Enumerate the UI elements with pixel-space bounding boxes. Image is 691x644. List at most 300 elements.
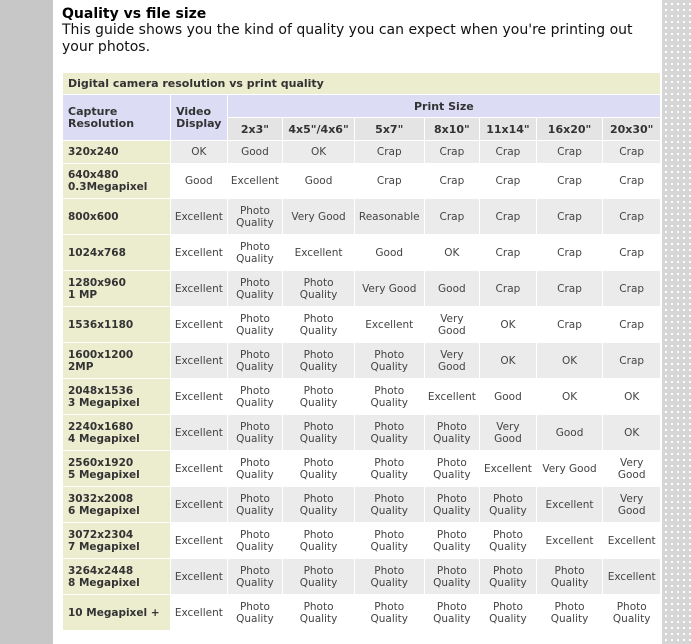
video-display-cell — [171, 559, 227, 594]
quality-value: Very — [496, 420, 520, 433]
quality-cell — [355, 307, 424, 342]
quality-value: Crap — [619, 175, 645, 187]
quality-value: Photo — [303, 420, 334, 433]
caption-row — [63, 73, 660, 94]
quality-cell — [228, 307, 283, 342]
quality-value: Quality — [236, 288, 274, 301]
quality-value: Quality — [299, 360, 338, 373]
quality-value: Quality — [236, 468, 274, 481]
quality-value: Good — [617, 504, 646, 517]
header-resolution-line: Resolution — [68, 116, 135, 130]
quality-value: Quality — [370, 360, 409, 373]
resolution-line: 5 Megapixel — [68, 468, 140, 481]
resolution-line: 0.3Megapixel — [68, 181, 148, 193]
quality-value: Crap — [619, 354, 645, 367]
video-display-value: Excellent — [174, 570, 223, 583]
quality-value: Photo — [374, 348, 405, 361]
quality-cell — [228, 559, 283, 594]
quality-cell — [537, 595, 603, 630]
table-row — [63, 343, 660, 378]
quality-value: Quality — [299, 540, 338, 553]
quality-value: Quality — [299, 612, 338, 625]
header-capture-resolution — [63, 95, 170, 140]
quality-cell — [537, 379, 603, 414]
quality-value: Photo — [492, 564, 523, 577]
quality-value: Quality — [236, 576, 274, 589]
quality-value: Crap — [619, 246, 645, 259]
header-size-2: 5x7" — [355, 118, 424, 140]
quality-value: Crap — [557, 146, 582, 158]
quality-value: Very Good — [362, 282, 417, 295]
video-display-cell — [171, 307, 227, 342]
quality-value: Photo — [303, 312, 334, 325]
quality-value: Quality — [236, 360, 274, 373]
quality-cell — [355, 343, 424, 378]
resolution-line: 8 Megapixel — [68, 576, 140, 589]
quality-value: Excellent — [607, 534, 656, 547]
table-row — [63, 199, 660, 234]
quality-cell — [283, 487, 354, 522]
quality-value: Photo — [374, 456, 405, 469]
quality-cell — [537, 307, 603, 342]
quality-value: Very — [620, 456, 644, 469]
resolution-cell — [63, 595, 170, 630]
quality-value: Crap — [495, 246, 521, 259]
quality-value: Quality — [370, 540, 409, 553]
quality-value: Quality — [236, 252, 274, 265]
resolution-line: 6 Megapixel — [68, 504, 140, 517]
quality-value: Very Good — [542, 462, 597, 475]
resolution-cell — [63, 164, 170, 198]
quality-value: OK — [310, 146, 327, 158]
quality-value: Quality — [370, 504, 409, 517]
quality-value: Crap — [439, 210, 465, 223]
quality-value: Photo — [303, 528, 334, 541]
resolution-cell — [63, 523, 170, 558]
quality-cell — [537, 199, 603, 234]
quality-value: Good — [555, 426, 584, 439]
quality-cell — [603, 415, 660, 450]
resolution-line: 10 Megapixel + — [68, 606, 160, 619]
quality-value: Photo — [239, 564, 270, 577]
quality-value: Photo — [239, 420, 270, 433]
table-body — [63, 73, 660, 630]
table-row — [63, 379, 660, 414]
quality-cell — [480, 523, 536, 558]
quality-cell — [355, 164, 424, 198]
quality-value: Quality — [299, 576, 338, 589]
quality-cell — [228, 164, 283, 198]
quality-table — [62, 72, 661, 631]
quality-value: Photo — [239, 456, 270, 469]
header-display-line: Display — [176, 116, 222, 130]
quality-value: Very — [620, 492, 644, 505]
quality-cell — [355, 595, 424, 630]
quality-value: Good — [438, 360, 466, 373]
quality-value: Crap — [557, 210, 582, 223]
quality-cell — [480, 559, 536, 594]
table-row — [63, 307, 660, 342]
quality-cell — [355, 141, 424, 163]
video-display-value: Excellent — [174, 318, 223, 331]
header-video-display — [171, 95, 227, 140]
quality-value: Excellent — [365, 318, 414, 331]
quality-value: Good — [304, 175, 333, 187]
quality-cell — [480, 415, 536, 450]
quality-cell — [480, 235, 536, 270]
quality-value: Quality — [550, 612, 589, 625]
quality-value: Good — [375, 246, 404, 259]
resolution-line: 3 Megapixel — [68, 396, 140, 409]
quality-value: Photo — [374, 528, 405, 541]
quality-value: Quality — [299, 468, 338, 481]
header-size-5: 16x20" — [537, 118, 603, 140]
table-row — [63, 235, 660, 270]
quality-cell — [537, 415, 603, 450]
quality-value: Quality — [370, 612, 409, 625]
quality-cell — [603, 343, 660, 378]
quality-cell — [425, 343, 480, 378]
quality-value: Photo — [436, 528, 467, 541]
video-display-cell — [171, 235, 227, 270]
header-size-0: 2x3" — [228, 118, 283, 140]
quality-value: Quality — [489, 576, 527, 589]
header-video-line: Video — [176, 104, 212, 118]
quality-value: Photo — [303, 456, 334, 469]
table-row — [63, 164, 660, 198]
quality-cell — [480, 307, 536, 342]
quality-value: OK — [500, 318, 516, 331]
resolution-line: 3072x2304 — [68, 528, 134, 541]
quality-cell — [480, 343, 536, 378]
quality-value: Quality — [550, 576, 589, 589]
quality-value: Photo — [374, 420, 405, 433]
resolution-line: 3032x2008 — [68, 492, 134, 505]
quality-cell — [283, 343, 354, 378]
quality-value: Crap — [495, 175, 521, 187]
quality-cell — [480, 595, 536, 630]
resolution-line: 320x240 — [68, 146, 119, 158]
video-display-value: Excellent — [174, 210, 223, 223]
quality-cell — [425, 235, 480, 270]
table-row — [63, 271, 660, 306]
quality-value: Excellent — [607, 570, 656, 583]
left-gutter — [0, 0, 53, 644]
resolution-cell — [63, 235, 170, 270]
video-display-value: Excellent — [174, 354, 223, 367]
quality-value: Quality — [299, 396, 338, 409]
quality-cell — [603, 235, 660, 270]
quality-value: Photo — [374, 564, 405, 577]
resolution-cell — [63, 451, 170, 486]
resolution-cell — [63, 559, 170, 594]
quality-value: Quality — [433, 432, 471, 445]
quality-cell — [228, 379, 283, 414]
quality-cell — [228, 141, 283, 163]
quality-cell — [425, 164, 480, 198]
resolution-line: 4 Megapixel — [68, 432, 140, 445]
quality-cell — [603, 451, 660, 486]
quality-value: Good — [494, 432, 522, 445]
quality-value: Quality — [299, 288, 338, 301]
quality-cell — [283, 595, 354, 630]
quality-cell — [480, 199, 536, 234]
quality-value: Photo — [554, 600, 585, 613]
quality-value: Photo — [436, 600, 467, 613]
quality-cell — [603, 199, 660, 234]
quality-cell — [603, 271, 660, 306]
quality-cell — [603, 523, 660, 558]
right-gutter — [662, 0, 691, 644]
quality-value: Excellent — [230, 175, 279, 187]
resolution-line: 2560x1920 — [68, 456, 134, 469]
quality-cell — [228, 451, 283, 486]
quality-cell — [425, 271, 480, 306]
table-row — [63, 559, 660, 594]
quality-cell — [603, 307, 660, 342]
quality-cell — [228, 343, 283, 378]
quality-cell — [228, 271, 283, 306]
resolution-cell — [63, 379, 170, 414]
quality-value: OK — [624, 390, 640, 403]
quality-value: Crap — [439, 175, 465, 187]
quality-value: Excellent — [483, 462, 532, 475]
quality-value: Excellent — [427, 390, 476, 403]
quality-value: Photo — [303, 600, 334, 613]
video-display-value: Excellent — [174, 246, 223, 259]
quality-cell — [537, 235, 603, 270]
quality-value: Good — [438, 282, 466, 295]
quality-value: Photo — [239, 600, 270, 613]
quality-cell — [355, 235, 424, 270]
quality-value: Photo — [436, 492, 467, 505]
quality-value: Excellent — [545, 498, 594, 511]
quality-value: Photo — [303, 384, 334, 397]
quality-cell — [355, 415, 424, 450]
quality-value: OK — [444, 246, 460, 259]
quality-value: Quality — [433, 504, 471, 517]
quality-value: Excellent — [294, 246, 343, 259]
video-display-value: Excellent — [174, 498, 223, 511]
header-size-6: 20x30" — [603, 118, 660, 140]
quality-value: Quality — [433, 576, 471, 589]
quality-cell — [537, 141, 603, 163]
quality-value: Photo — [239, 204, 270, 217]
resolution-line: 7 Megapixel — [68, 540, 140, 553]
quality-value: Quality — [236, 540, 274, 553]
table-row — [63, 523, 660, 558]
resolution-cell — [63, 141, 170, 163]
quality-value: Photo — [436, 564, 467, 577]
quality-value: Quality — [612, 612, 651, 625]
quality-value: Quality — [433, 612, 471, 625]
video-display-value: Excellent — [174, 282, 223, 295]
quality-cell — [603, 487, 660, 522]
quality-value: Quality — [236, 324, 274, 337]
resolution-cell — [63, 415, 170, 450]
quality-value: Photo — [492, 492, 523, 505]
header-size-1: 4x5"/4x6" — [283, 118, 354, 140]
resolution-cell — [63, 199, 170, 234]
quality-value: Reasonable — [358, 210, 420, 223]
quality-value: OK — [624, 426, 640, 439]
resolution-line: 1600x1200 — [68, 348, 134, 361]
quality-cell — [355, 271, 424, 306]
video-display-cell — [171, 451, 227, 486]
quality-value: Crap — [619, 210, 645, 223]
quality-value: Photo — [303, 564, 334, 577]
quality-value: Quality — [236, 216, 274, 229]
quality-cell — [537, 164, 603, 198]
video-display-value: Excellent — [174, 426, 223, 439]
resolution-line: 1280x960 — [68, 276, 126, 289]
quality-value: Photo — [303, 276, 334, 289]
resolution-line: 640x480 — [68, 169, 119, 181]
quality-cell — [283, 141, 354, 163]
quality-cell — [228, 235, 283, 270]
quality-cell — [480, 487, 536, 522]
quality-cell — [425, 559, 480, 594]
quality-value: Good — [241, 146, 269, 158]
video-display-value: Good — [185, 175, 213, 187]
quality-value: OK — [561, 390, 578, 403]
quality-value: Quality — [433, 468, 471, 481]
quality-cell — [537, 451, 603, 486]
quality-value: Crap — [619, 318, 645, 331]
quality-value: Photo — [239, 384, 270, 397]
quality-cell — [603, 141, 660, 163]
quality-value: Photo — [554, 564, 585, 577]
quality-value: Quality — [489, 504, 527, 517]
resolution-line: 1536x1180 — [68, 318, 134, 331]
quality-cell — [283, 451, 354, 486]
resolution-line: 3264x2448 — [68, 564, 134, 577]
quality-cell — [603, 559, 660, 594]
quality-cell — [480, 141, 536, 163]
quality-value: Crap — [495, 210, 521, 223]
quality-cell — [425, 451, 480, 486]
video-display-cell — [171, 379, 227, 414]
video-display-value: Excellent — [174, 390, 223, 403]
quality-value: Very — [440, 348, 464, 361]
quality-value: Crap — [495, 146, 521, 158]
quality-cell — [603, 164, 660, 198]
quality-value: Crap — [495, 282, 521, 295]
quality-cell — [537, 559, 603, 594]
quality-value: Photo — [616, 600, 647, 613]
quality-value: Crap — [557, 246, 582, 259]
quality-value: Photo — [436, 456, 467, 469]
quality-cell — [283, 199, 354, 234]
page-heading: Quality vs file size — [62, 6, 207, 22]
header-size-4: 11x14" — [480, 118, 536, 140]
video-display-cell — [171, 487, 227, 522]
quality-cell — [537, 343, 603, 378]
quality-value: Very — [440, 312, 464, 325]
video-display-cell — [171, 271, 227, 306]
quality-value: Crap — [557, 318, 582, 331]
quality-value: Photo — [303, 348, 334, 361]
quality-value: Quality — [433, 540, 471, 553]
quality-value: Photo — [492, 600, 523, 613]
video-display-cell — [171, 164, 227, 198]
header-size-3: 8x10" — [425, 118, 480, 140]
quality-cell — [480, 379, 536, 414]
resolution-line: 2MP — [68, 360, 94, 373]
quality-cell — [480, 164, 536, 198]
quality-cell — [425, 595, 480, 630]
header-print-size: Print Size — [228, 95, 660, 117]
table-row — [63, 487, 660, 522]
quality-value: Good — [438, 324, 466, 337]
resolution-line: 1024x768 — [68, 246, 126, 259]
intro-text: This guide shows you the kind of quality you can expect when you're printing out your photos. — [62, 22, 633, 55]
quality-cell — [603, 379, 660, 414]
header-capture-line: Capture — [68, 104, 118, 118]
quality-cell — [355, 523, 424, 558]
quality-cell — [228, 199, 283, 234]
quality-cell — [228, 415, 283, 450]
quality-cell — [283, 235, 354, 270]
resolution-line: 2048x1536 — [68, 384, 134, 397]
quality-cell — [425, 379, 480, 414]
quality-cell — [355, 559, 424, 594]
resolution-cell — [63, 307, 170, 342]
quality-cell — [283, 523, 354, 558]
video-display-cell — [171, 199, 227, 234]
video-display-value: OK — [191, 146, 207, 158]
quality-value: Very Good — [291, 210, 346, 223]
quality-value: Quality — [299, 324, 338, 337]
quality-cell — [537, 487, 603, 522]
quality-value: Crap — [557, 175, 582, 187]
quality-value: Quality — [370, 468, 409, 481]
quality-value: Photo — [374, 384, 405, 397]
video-display-value: Excellent — [174, 606, 223, 619]
quality-value: Quality — [489, 612, 527, 625]
quality-value: Crap — [439, 146, 465, 158]
quality-cell — [425, 415, 480, 450]
video-display-value: Excellent — [174, 534, 223, 547]
video-display-cell — [171, 343, 227, 378]
quality-cell — [228, 523, 283, 558]
quality-value: Quality — [236, 396, 274, 409]
quality-value: Photo — [436, 420, 467, 433]
quality-cell — [283, 307, 354, 342]
video-display-cell — [171, 523, 227, 558]
quality-value: Photo — [239, 348, 270, 361]
quality-value: Quality — [236, 432, 274, 445]
quality-cell — [228, 595, 283, 630]
resolution-line: 800x600 — [68, 210, 119, 223]
quality-cell — [283, 559, 354, 594]
table-row — [63, 451, 660, 486]
quality-value: Quality — [299, 504, 338, 517]
quality-cell — [425, 307, 480, 342]
quality-cell — [480, 271, 536, 306]
video-display-cell — [171, 415, 227, 450]
quality-value: Photo — [374, 492, 405, 505]
video-display-cell — [171, 595, 227, 630]
quality-value: Excellent — [545, 534, 594, 547]
quality-cell — [283, 164, 354, 198]
quality-value: Photo — [492, 528, 523, 541]
quality-cell — [355, 451, 424, 486]
quality-cell — [425, 141, 480, 163]
quality-value: Photo — [239, 276, 270, 289]
quality-value: Quality — [299, 432, 338, 445]
content-area — [53, 0, 662, 644]
